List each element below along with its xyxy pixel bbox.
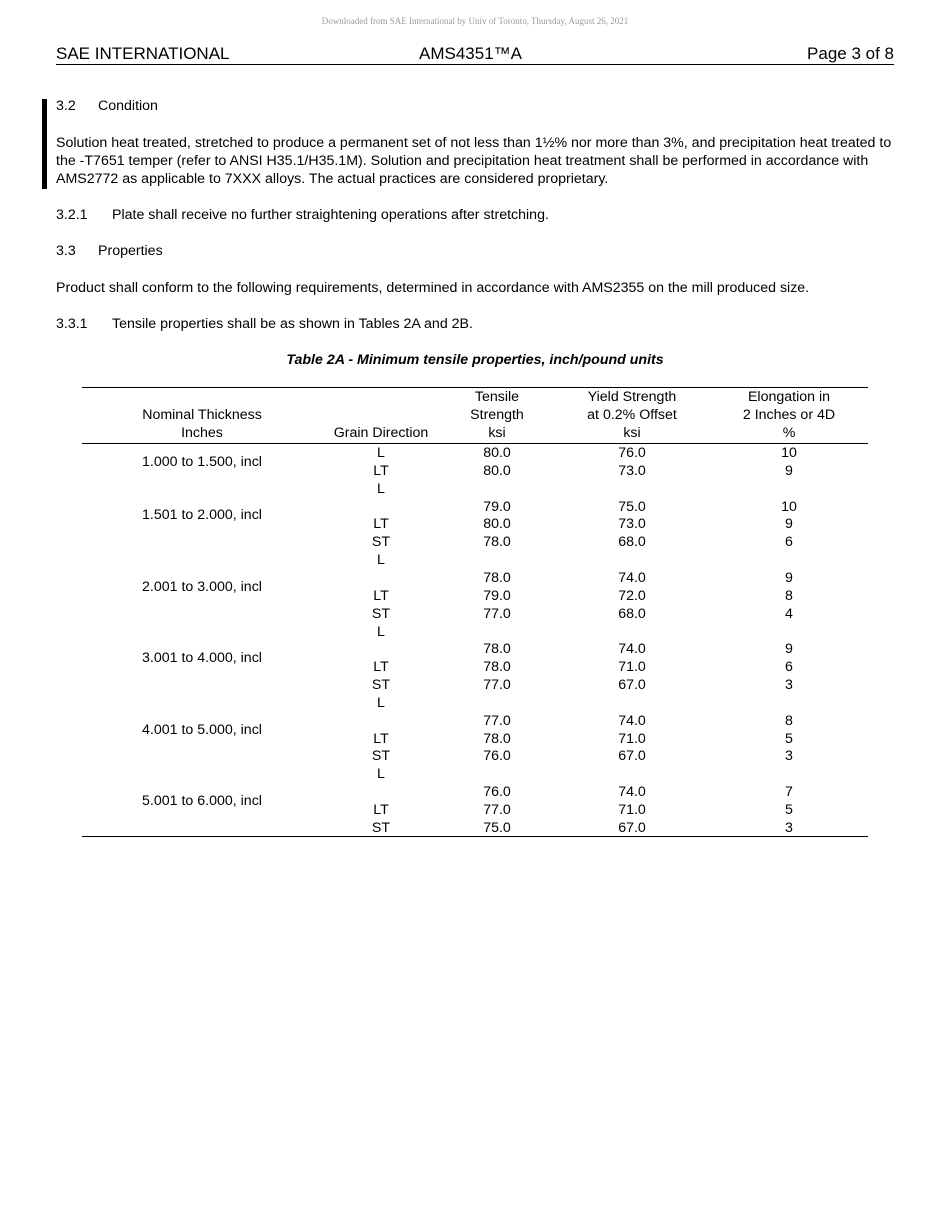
section-title: Properties	[98, 243, 163, 259]
tensile-strength-cell: 77.0	[483, 677, 511, 693]
grain-direction-cell: ST	[371, 820, 391, 836]
tensile-strength-cell: 79.0	[483, 499, 511, 515]
grain-direction-cell: LT	[373, 731, 389, 747]
yield-strength-cell: 68.0	[618, 606, 646, 622]
thickness-cell: 4.001 to 5.000, incl	[142, 722, 262, 738]
yield-strength-cell: 73.0	[618, 516, 646, 532]
revision-change-bar	[42, 99, 47, 189]
download-watermark: Downloaded from SAE International by Univ of Toronto, Thursday, August 26, 2021	[321, 16, 629, 26]
elongation-cell: 10	[781, 445, 797, 461]
thickness-cell: 2.001 to 3.000, incl	[142, 579, 262, 595]
section-number: 3.2.1	[56, 207, 88, 223]
grain-direction-cell: L	[377, 481, 385, 497]
elongation-cell: 4	[785, 606, 793, 622]
elongation-cell: 9	[785, 516, 793, 532]
elongation-cell: 5	[785, 802, 793, 818]
tensile-strength-cell: 79.0	[483, 588, 511, 604]
table-caption: Table 2A - Minimum tensile properties, inch/pound units	[286, 352, 664, 368]
section-3-3-heading	[56, 242, 896, 260]
header-doc-id: AMS4351™A	[419, 44, 522, 63]
tensile-strength-cell: 78.0	[483, 534, 511, 550]
column-header-thickness: Inches	[181, 425, 223, 441]
section-3-3-body: Product shall conform to the following requirements, determined in accordance with AMS2355 on the mill produced size.	[56, 280, 810, 296]
thickness-cell: 1.000 to 1.500, incl	[142, 454, 262, 470]
grain-direction-cell: ST	[371, 606, 391, 622]
column-header-tensile: ksi	[488, 425, 506, 441]
section-number: 3.2	[56, 98, 76, 114]
tensile-strength-cell: 76.0	[483, 748, 511, 764]
section-3-2-1	[56, 206, 896, 224]
elongation-cell: 6	[785, 534, 793, 550]
grain-direction-cell: LT	[373, 659, 389, 675]
column-header-elong: %	[782, 425, 796, 441]
section-text: Plate shall receive no further straightening operations after stretching.	[112, 207, 549, 223]
column-header-yield: Yield Strength	[587, 389, 677, 405]
grain-direction-cell: LT	[373, 802, 389, 818]
tensile-strength-cell: 77.0	[483, 713, 511, 729]
elongation-cell: 3	[785, 820, 793, 836]
elongation-cell: 3	[785, 748, 793, 764]
column-header-yield: ksi	[623, 425, 641, 441]
grain-direction-cell: L	[377, 695, 385, 711]
yield-strength-cell: 74.0	[618, 713, 646, 729]
yield-strength-cell: 74.0	[618, 641, 646, 657]
yield-strength-cell: 68.0	[618, 534, 646, 550]
elongation-cell: 8	[785, 588, 793, 604]
section-3-2-heading	[56, 97, 896, 115]
yield-strength-cell: 67.0	[618, 677, 646, 693]
thickness-cell: 3.001 to 4.000, incl	[142, 650, 262, 666]
grain-direction-cell: L	[377, 766, 385, 782]
elongation-cell: 8	[785, 713, 793, 729]
header-page-number: Page 3 of 8	[807, 44, 894, 63]
grain-direction-cell: ST	[371, 748, 391, 764]
elongation-cell: 6	[785, 659, 793, 675]
tensile-strength-cell: 80.0	[483, 463, 511, 479]
section-title: Condition	[98, 98, 158, 114]
tensile-strength-cell: 80.0	[483, 445, 511, 461]
tensile-strength-cell: 77.0	[483, 802, 511, 818]
section-text: Tensile properties shall be as shown in Tables 2A and 2B.	[112, 316, 473, 332]
tensile-strength-cell: 78.0	[483, 659, 511, 675]
column-header-thickness: Nominal Thickness	[142, 407, 262, 423]
section-number: 3.3.1	[56, 316, 88, 332]
yield-strength-cell: 67.0	[618, 820, 646, 836]
tensile-strength-cell: 78.0	[483, 641, 511, 657]
table-bottom-rule	[82, 836, 868, 837]
section-number: 3.3	[56, 243, 76, 259]
column-header-tensile: Tensile	[474, 389, 520, 405]
grain-direction-cell: L	[377, 552, 385, 568]
yield-strength-cell: 74.0	[618, 570, 646, 586]
thickness-cell: 1.501 to 2.000, incl	[142, 507, 262, 523]
elongation-cell: 7	[785, 784, 793, 800]
column-header-tensile: Strength	[470, 407, 524, 423]
thickness-cell: 5.001 to 6.000, incl	[142, 793, 262, 809]
elongation-cell: 9	[785, 641, 793, 657]
grain-direction-cell: ST	[371, 534, 391, 550]
page-header	[56, 44, 894, 65]
elongation-cell: 9	[785, 463, 793, 479]
yield-strength-cell: 71.0	[618, 731, 646, 747]
tensile-strength-cell: 76.0	[483, 784, 511, 800]
yield-strength-cell: 73.0	[618, 463, 646, 479]
column-header-elong: Elongation in	[747, 389, 831, 405]
grain-direction-cell: L	[377, 445, 385, 461]
yield-strength-cell: 71.0	[618, 659, 646, 675]
tensile-strength-cell: 78.0	[483, 731, 511, 747]
yield-strength-cell: 75.0	[618, 499, 646, 515]
elongation-cell: 5	[785, 731, 793, 747]
header-org: SAE INTERNATIONAL	[56, 44, 230, 63]
yield-strength-cell: 67.0	[618, 748, 646, 764]
yield-strength-cell: 76.0	[618, 445, 646, 461]
yield-strength-cell: 74.0	[618, 784, 646, 800]
tensile-strength-cell: 80.0	[483, 516, 511, 532]
section-3-2-body: Solution heat treated, stretched to produce a permanent set of not less than 1½% nor more than 3%, and precipitation heat treated to the -T7651 temper (refer to ANSI H35.1/H35.1M). Solution and precipitation heat treatment shall be performed in accordance with AMS2772 as applicable to 7XXX alloys. The actual practices are considered proprietary.	[56, 135, 892, 187]
section-3-3-1	[56, 315, 896, 333]
grain-direction-cell: LT	[373, 463, 389, 479]
grain-direction-cell: LT	[373, 588, 389, 604]
column-header-elong: 2 Inches or 4D	[742, 407, 836, 423]
yield-strength-cell: 71.0	[618, 802, 646, 818]
elongation-cell: 3	[785, 677, 793, 693]
column-header-grain: Grain Direction	[333, 425, 429, 441]
column-header-yield: at 0.2% Offset	[587, 407, 677, 423]
yield-strength-cell: 72.0	[618, 588, 646, 604]
tensile-strength-cell: 77.0	[483, 606, 511, 622]
elongation-cell: 9	[785, 570, 793, 586]
grain-direction-cell: ST	[371, 677, 391, 693]
grain-direction-cell: LT	[373, 516, 389, 532]
tensile-strength-cell: 78.0	[483, 570, 511, 586]
tensile-strength-cell: 75.0	[483, 820, 511, 836]
grain-direction-cell: L	[377, 624, 385, 640]
elongation-cell: 10	[781, 499, 797, 515]
